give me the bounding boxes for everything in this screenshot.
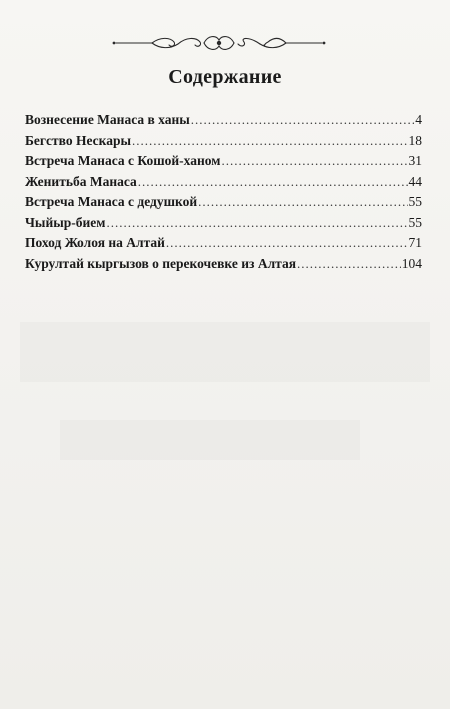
dot-leader xyxy=(132,131,407,152)
dot-leader xyxy=(198,192,407,213)
toc-entry-title: Курултай кыргызов о перекочевке из Алтая xyxy=(25,255,296,271)
toc-entry[interactable] xyxy=(25,254,422,275)
toc-entry[interactable] xyxy=(25,110,422,131)
dot-leader xyxy=(221,151,407,172)
toc-entry-title: Бегство Нескары xyxy=(25,132,132,148)
toc-entry-title: Встреча Манаса с Кошой-ханом xyxy=(25,153,221,168)
toc-entry-title: Встреча Манаса с дедушкой xyxy=(25,194,198,209)
dot-leader xyxy=(138,172,408,193)
toc-entry[interactable] xyxy=(25,213,422,234)
bleed-through-shadow xyxy=(20,322,430,382)
toc-entry[interactable] xyxy=(25,192,422,213)
toc-entry-title: Поход Жолоя на Алтай xyxy=(25,235,165,250)
flourish-divider-icon xyxy=(108,31,330,55)
dot-leader xyxy=(166,233,408,254)
toc-entry-page: 55 xyxy=(408,214,422,230)
toc-entry-page: 44 xyxy=(408,173,422,189)
toc-entry[interactable] xyxy=(25,233,422,254)
toc-entry-page: 31 xyxy=(408,153,422,168)
toc-entry-title: Женитьба Манаса xyxy=(25,173,137,189)
toc-entry-page: 104 xyxy=(401,255,422,271)
toc-entry-page: 71 xyxy=(408,235,422,250)
toc-entry-title: Чыйыр-бием xyxy=(25,214,106,230)
toc-entry[interactable] xyxy=(25,131,422,152)
toc-entry-title: Вознесение Манаса в ханы xyxy=(25,112,190,127)
page-title: Содержание xyxy=(168,66,282,88)
toc-entry-page: 18 xyxy=(408,132,422,148)
dot-leader xyxy=(191,110,414,131)
dot-leader xyxy=(107,213,408,234)
toc-entry-page: 55 xyxy=(408,194,422,209)
bleed-through-shadow xyxy=(60,420,360,460)
toc-entry[interactable] xyxy=(25,172,422,193)
toc-entry-page: 4 xyxy=(415,112,422,127)
dot-leader xyxy=(297,254,401,275)
toc-entry[interactable] xyxy=(25,151,422,172)
table-of-contents xyxy=(25,110,422,274)
